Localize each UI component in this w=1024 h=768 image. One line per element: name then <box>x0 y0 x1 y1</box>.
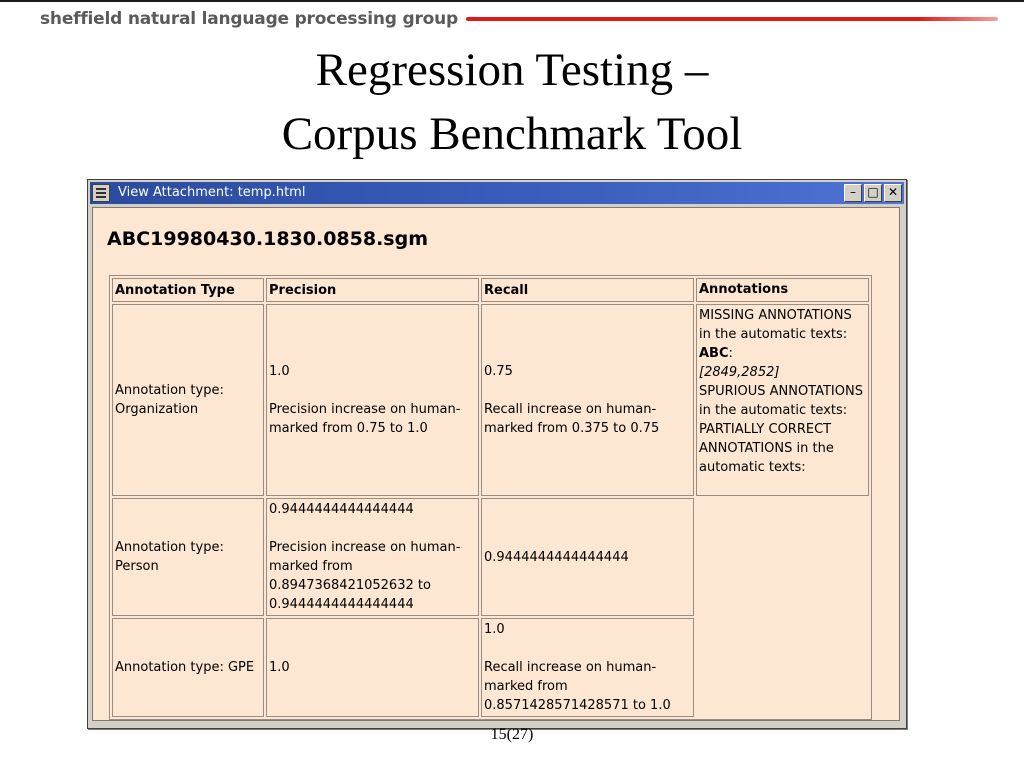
recall-cell <box>481 498 694 616</box>
table-row-gpe <box>112 618 869 717</box>
precision-cell <box>266 304 479 496</box>
slide-title-line-1: Regression Testing – <box>315 44 709 96</box>
header-accent-line <box>466 17 998 21</box>
precision-cell <box>266 498 479 616</box>
view-attachment-window <box>87 179 907 729</box>
missing-annotations-text: MISSING ANNOTATIONS in the automatic texts: <box>699 308 852 342</box>
annotations-empty-cell <box>696 498 869 616</box>
top-border-line <box>0 0 1024 2</box>
maximize-button[interactable]: □ <box>864 184 882 202</box>
recall-cell <box>481 618 694 717</box>
precision-value: 1.0 <box>269 660 290 675</box>
recall-value: 1.0 <box>484 622 505 637</box>
missing-annotation-name: ABC <box>699 346 729 361</box>
spurious-annotations-text: SPURIOUS ANNOTATIONS in the automatic texts: <box>699 384 863 418</box>
header-annotation-type: Annotation Type <box>112 278 264 302</box>
window-menu-icon[interactable] <box>92 184 110 202</box>
precision-note: Precision increase on human-marked from 0.75 to 1.0 <box>269 402 461 436</box>
row-type-cell: Annotation type: Person <box>112 498 264 616</box>
header-recall: Recall <box>481 278 694 302</box>
table-header-row <box>112 278 869 302</box>
attachment-content <box>92 207 900 721</box>
annotations-empty-cell <box>696 618 869 717</box>
document-title: ABC19980430.1830.0858.sgm <box>107 228 429 250</box>
precision-cell <box>266 618 479 717</box>
window-titlebar[interactable] <box>90 182 904 204</box>
partial-annotations-text: PARTIALLY CORRECT ANNOTATIONS in the automatic texts: <box>699 422 834 475</box>
table-row-organization <box>112 304 869 496</box>
precision-value: 0.9444444444444444 <box>269 502 414 517</box>
annotations-cell: MISSING ANNOTATIONS in the automatic texts: ABC: [2849,2852] SPURIOUS ANNOTATIONS in the automatic texts: PARTIALLY CORRECT ANNOTATIONS in the automatic texts: <box>696 304 869 496</box>
recall-value: 0.75 <box>484 364 513 379</box>
precision-note: Precision increase on human-marked from 0.8947368421052632 to 0.9444444444444444 <box>269 540 461 612</box>
recall-cell <box>481 304 694 496</box>
benchmark-table <box>109 275 872 720</box>
row-type-cell: Annotation type: GPE <box>112 618 264 717</box>
row-type-cell: Annotation type: Organization <box>112 304 264 496</box>
header-annotations: Annotations <box>696 278 869 302</box>
missing-annotation-range[interactable]: [2849,2852] <box>699 365 780 380</box>
minimize-button[interactable]: – <box>844 184 862 202</box>
recall-value: 0.9444444444444444 <box>484 549 629 565</box>
close-button[interactable]: ✕ <box>884 184 902 202</box>
slide-title-line-2: Corpus Benchmark Tool <box>281 108 743 160</box>
table-row-person <box>112 498 869 616</box>
group-brand-logo: sheffield natural language processing group <box>40 9 458 29</box>
slide-title <box>0 38 1024 166</box>
recall-note: Recall increase on human-marked from 0.8571428571428571 to 1.0 <box>484 660 671 713</box>
precision-value: 1.0 <box>269 364 290 379</box>
header-precision: Precision <box>266 278 479 302</box>
recall-note: Recall increase on human-marked from 0.375 to 0.75 <box>484 402 660 436</box>
window-title: View Attachment: temp.html <box>118 185 306 200</box>
page-number: 15(27) <box>490 726 534 743</box>
